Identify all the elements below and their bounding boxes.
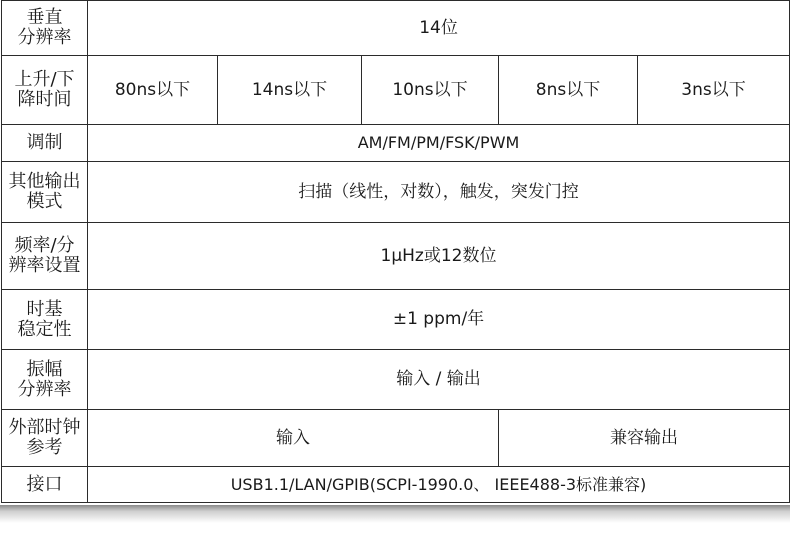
row-external-clock-reference: [2, 410, 790, 467]
label-external-clock-reference: [2, 410, 88, 467]
row-other-output-modes: [2, 162, 790, 223]
label-line-2: 分辨率: [17, 27, 72, 48]
label-line-1: 外部时钟: [8, 417, 81, 439]
value-interface: USB1.1/LAN/GPIB(SCPI-1990.0、 IEEE488-3标准兼容): [88, 467, 790, 503]
spec-table: [1, 0, 790, 503]
label-timebase-stability: [2, 290, 88, 350]
rise-fall-value: 10ns以下: [362, 56, 499, 125]
row-interface: [2, 467, 790, 503]
rise-fall-value: 8ns以下: [499, 56, 638, 125]
row-vertical-resolution: [2, 1, 790, 56]
label-line-1: 其他输出: [8, 171, 81, 193]
value-modulation: AM/FM/PM/FSK/PWM: [88, 125, 790, 162]
value-other-output-modes: 扫描（线性，对数），触发，突发门控: [88, 162, 790, 223]
label-modulation: 调制: [2, 125, 88, 162]
value-vertical-resolution: 14位: [88, 1, 790, 56]
label-vertical-resolution: [2, 1, 88, 56]
label-line-1: 时基: [26, 298, 63, 320]
row-modulation: [2, 125, 790, 162]
label-amplitude-resolution: [2, 350, 88, 410]
label-line-2: 辨率设置: [8, 255, 81, 276]
value-timebase-stability: ±1 ppm/年: [88, 290, 790, 350]
label-line-2: 模式: [26, 191, 63, 212]
label-rise-fall-time: [2, 56, 88, 125]
row-timebase-stability: [2, 290, 790, 350]
rise-fall-value: 80ns以下: [88, 56, 218, 125]
bottom-shadow-divider: [0, 505, 790, 523]
row-amplitude-resolution: [2, 350, 790, 410]
row-rise-fall-time: [2, 56, 790, 125]
label-line-2: 降时间: [17, 89, 72, 110]
label-line-2: 稳定性: [17, 318, 72, 340]
value-external-clock-input: 输入: [88, 410, 499, 467]
row-frequency-resolution: [2, 223, 790, 290]
label-frequency-resolution: [2, 223, 88, 290]
rise-fall-value: 14ns以下: [218, 56, 362, 125]
label-line-2: 分辨率: [17, 378, 72, 400]
rise-fall-value: 3ns以下: [638, 56, 790, 125]
value-amplitude-resolution: 输入 / 输出: [88, 350, 790, 410]
label-interface: 接口: [2, 467, 88, 503]
label-line-1: 振幅: [26, 358, 63, 380]
value-frequency-resolution: 1μHz或12数位: [88, 223, 790, 290]
label-line-1: 垂直: [26, 7, 63, 29]
label-line-1: 频率/分: [14, 235, 75, 257]
value-external-clock-output: 兼容输出: [499, 410, 790, 467]
label-other-output-modes: [2, 162, 88, 223]
label-line-2: 参考: [26, 437, 63, 458]
label-line-1: 上升/下: [14, 69, 75, 91]
